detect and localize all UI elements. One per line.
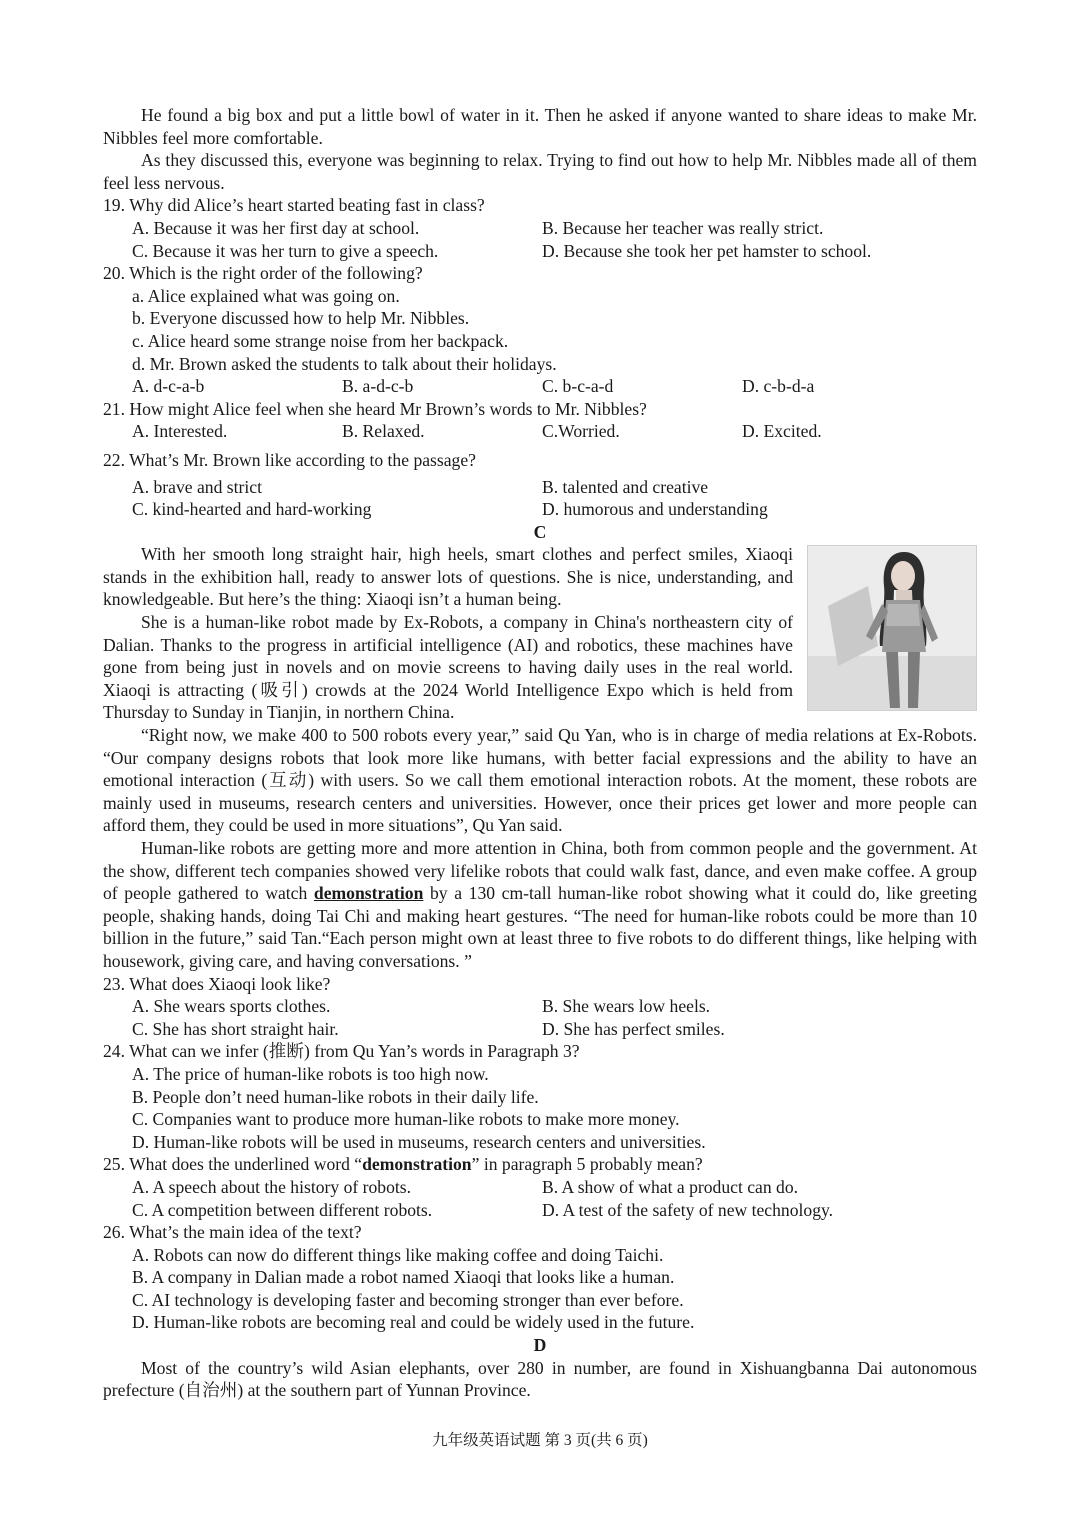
section-d-paragraph: Most of the country’s wild Asian elephants, over 280 in number, are found in Xishuangbanna Dai autonomous prefecture (自治州) at the southern part of Yunnan Province. bbox=[103, 1357, 977, 1401]
question-26 bbox=[103, 1221, 977, 1334]
section-c-paragraph bbox=[103, 837, 977, 973]
option-d: D. Human-like robots will be used in museums, research centers and universities. bbox=[132, 1131, 706, 1152]
option-a: A. A speech about the history of robots. bbox=[132, 1176, 412, 1197]
underlined-word: demonstration bbox=[313, 883, 424, 904]
question-stem: 26. What’s the main idea of the text? bbox=[103, 1222, 362, 1243]
option-d: D. Excited. bbox=[742, 421, 822, 442]
option-b: B. talented and creative bbox=[542, 476, 709, 497]
option-a: A. The price of human-like robots is too high now. bbox=[132, 1063, 489, 1084]
question-stem: 19. Why did Alice’s heart started beating fast in class? bbox=[103, 195, 485, 216]
section-c-heading: C bbox=[533, 521, 547, 542]
text-run: by a 130 cm-tall human-like robot showing what it could do, like greeting people, shaking hands, doing Tai Chi and making heart gestures. “The need for human-like robots could be more than 10 billion in the future,” said Tan.“Each person might own at least three to five robots to do different things, like helping with housework, giving care, and having conversations. ” bbox=[103, 883, 977, 971]
order-item: c. Alice heard some strange noise from her backpack. bbox=[132, 330, 509, 351]
option-b: B. People don’t need human-like robots in their daily life. bbox=[132, 1086, 539, 1107]
section-c-paragraph: She is a human-like robot made by Ex-Robots, a company in China's northeastern city of Dalian. Thanks to the progress in artificial intelligence (AI) and robotics, these machines have gone from being just in novels and on movie screens to having daily uses in the real world. Xiaoqi is attracting (吸引) crowds at the 2024 World Intelligence Expo which is held from Thursday to Sunday in Tianjin, in northern China. bbox=[103, 612, 793, 723]
option-b: B. She wears low heels. bbox=[542, 996, 711, 1017]
option-b: B. A company in Dalian made a robot named Xiaoqi that looks like a human. bbox=[132, 1267, 675, 1288]
question-20 bbox=[103, 262, 977, 398]
question-stem: 20. Which is the right order of the following? bbox=[103, 263, 423, 284]
question-21 bbox=[103, 398, 977, 443]
option-c: C. b-c-a-d bbox=[542, 376, 614, 397]
options bbox=[103, 375, 977, 398]
question-23 bbox=[103, 973, 977, 1041]
option-c: C. Companies want to produce more human-like robots to make more money. bbox=[132, 1109, 680, 1130]
option-c: C. kind-hearted and hard-working bbox=[132, 499, 372, 520]
bold-word: demonstration bbox=[362, 1154, 472, 1175]
option-a: A. brave and strict bbox=[132, 476, 262, 497]
order-item: b. Everyone discussed how to help Mr. Nibbles. bbox=[132, 308, 470, 329]
page-content bbox=[103, 104, 977, 1402]
option-d: D. humorous and understanding bbox=[542, 499, 768, 520]
order-item: d. Mr. Brown asked the students to talk about their holidays. bbox=[132, 353, 557, 374]
option-c: C. Because it was her turn to give a speech. bbox=[132, 240, 439, 261]
question-24 bbox=[103, 1040, 977, 1153]
question-stem: 24. What can we infer (推断) from Qu Yan’s words in Paragraph 3? bbox=[103, 1041, 580, 1062]
option-a: A. Interested. bbox=[132, 421, 228, 442]
option-b: B. A show of what a product can do. bbox=[542, 1176, 799, 1197]
option-a: A. Robots can now do different things like making coffee and doing Taichi. bbox=[132, 1244, 664, 1265]
section-c-paragraph: “Right now, we make 400 to 500 robots every year,” said Qu Yan, who is in charge of media relations at Ex-Robots. “Our company designs robots that look more like humans, with better facial expressions and the ability to have an emotional interaction (互动) with users. So we call them emotional interaction robots. At the moment, these robots are mainly used in museums, research centers and universities. However, once their prices get lower and more people can afford them, they could be used in more situations”, Qu Yan said. bbox=[103, 725, 977, 836]
option-d: D. A test of the safety of new technology. bbox=[542, 1199, 834, 1220]
options bbox=[103, 420, 977, 443]
question-stem: 22. What’s Mr. Brown like according to the passage? bbox=[103, 449, 476, 470]
question-22 bbox=[103, 449, 977, 521]
option-a: A. Because it was her first day at school. bbox=[132, 217, 420, 238]
text-run: Human-like robots are getting more and more attention in China, both from common people and the government. At the show, different tech companies showed very lifelike robots that could walk fast, dance, and even make coffee. A group of people gathered to watch bbox=[103, 838, 977, 904]
option-c: C. AI technology is developing faster and becoming stronger than ever before. bbox=[132, 1289, 684, 1310]
passage-b-paragraph: He found a big box and put a little bowl of water in it. Then he asked if anyone wanted to share ideas to make Mr. Nibbles feel more comfortable. bbox=[103, 105, 977, 148]
order-item: a. Alice explained what was going on. bbox=[132, 285, 400, 306]
section-d-heading: D bbox=[533, 1335, 547, 1356]
section-c-paragraph: With her smooth long straight hair, high heels, smart clothes and perfect smiles, Xiaoqi stands in the exhibition hall, ready to answer lots of questions. She is nice, understanding, and knowledgeable. But here’s the thing: Xiaoqi isn’t a human being. bbox=[103, 544, 793, 610]
page-footer: 九年级英语试题 第 3 页(共 6 页) bbox=[432, 1432, 648, 1449]
option-b: B. a-d-c-b bbox=[342, 376, 414, 397]
option-d: D. Because she took her pet hamster to school. bbox=[542, 240, 872, 261]
option-d: D. She has perfect smiles. bbox=[542, 1018, 725, 1039]
robot-illustration bbox=[808, 546, 976, 710]
question-19 bbox=[103, 194, 977, 262]
text-run: 25. What does the underlined word “ bbox=[103, 1154, 363, 1175]
option-c: C.Worried. bbox=[542, 421, 620, 442]
passage-b-paragraph: As they discussed this, everyone was beginning to relax. Trying to find out how to help Mr. Nibbles made all of them feel less nervous. bbox=[103, 150, 977, 193]
option-a: A. d-c-a-b bbox=[132, 376, 205, 397]
options bbox=[103, 995, 977, 1040]
options bbox=[103, 476, 977, 521]
option-b: B. Relaxed. bbox=[342, 421, 425, 442]
option-b: B. Because her teacher was really strict. bbox=[542, 217, 824, 238]
question-25 bbox=[103, 1153, 977, 1221]
option-d: D. c-b-d-a bbox=[742, 376, 815, 397]
options bbox=[103, 217, 977, 262]
robot-photo bbox=[807, 545, 977, 711]
option-c: C. A competition between different robots. bbox=[132, 1199, 433, 1220]
text-run: ” in paragraph 5 probably mean? bbox=[471, 1154, 703, 1175]
question-stem bbox=[103, 1153, 977, 1176]
option-a: A. She wears sports clothes. bbox=[132, 996, 331, 1017]
option-d: D. Human-like robots are becoming real and could be widely used in the future. bbox=[132, 1312, 695, 1333]
question-stem: 23. What does Xiaoqi look like? bbox=[103, 973, 331, 994]
option-c: C. She has short straight hair. bbox=[132, 1018, 339, 1039]
options bbox=[103, 1176, 977, 1221]
question-stem: 21. How might Alice feel when she heard Mr Brown’s words to Mr. Nibbles? bbox=[103, 398, 647, 419]
